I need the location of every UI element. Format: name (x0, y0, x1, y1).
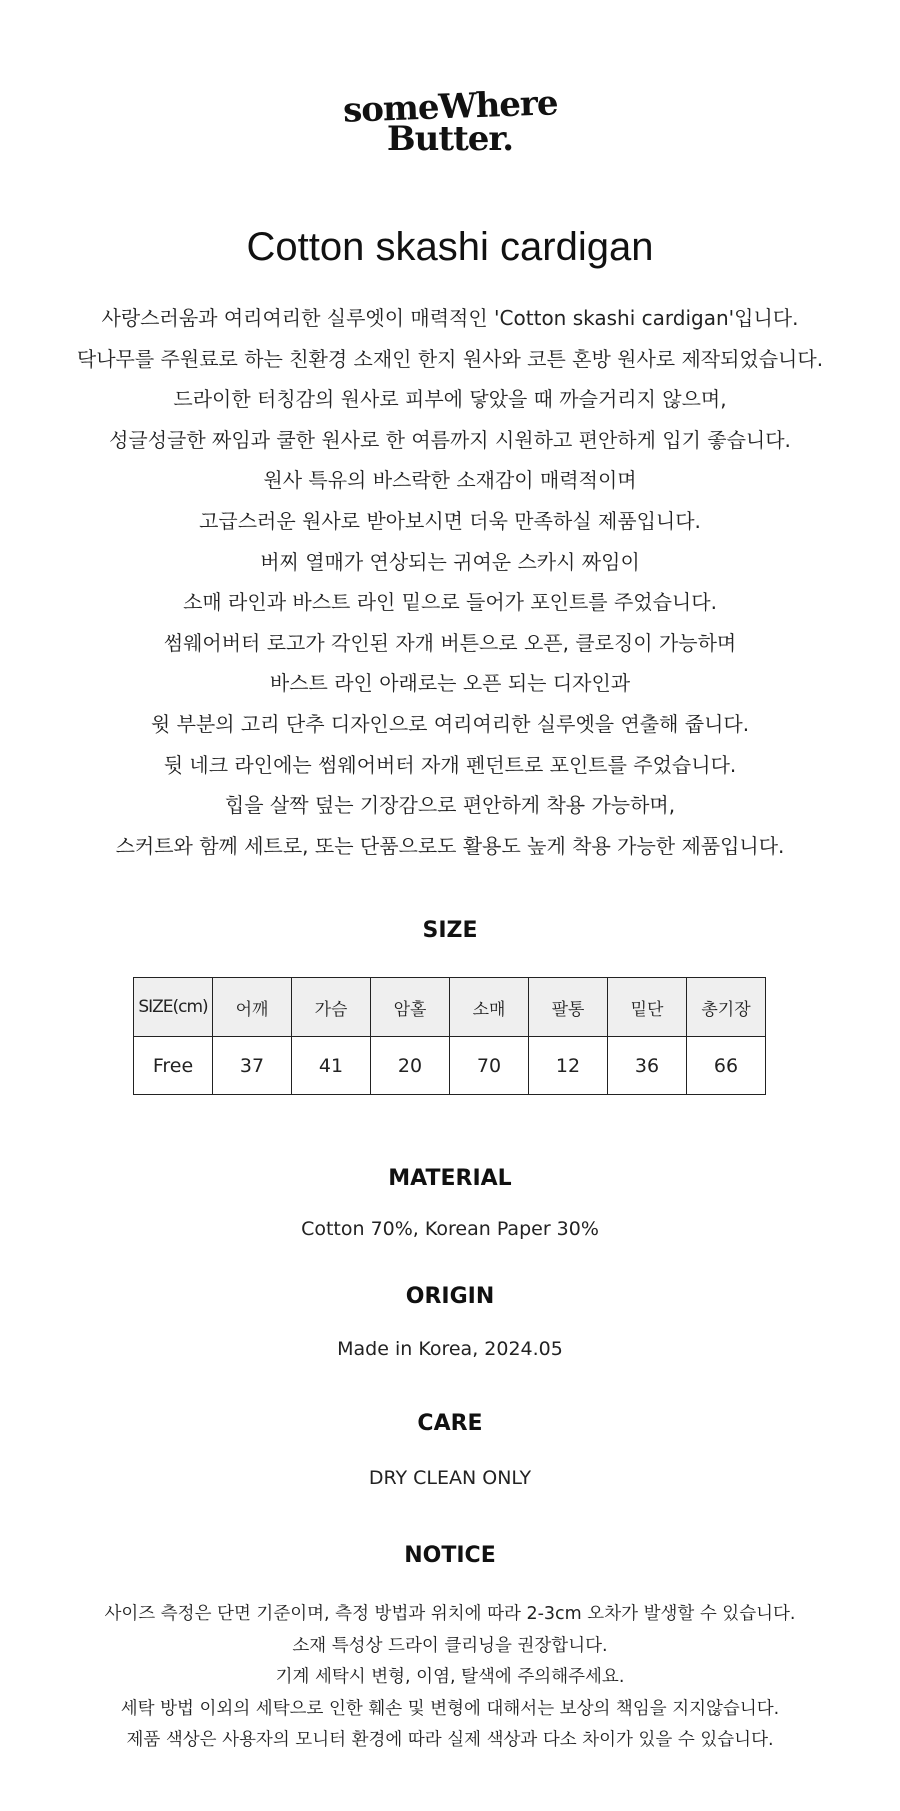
size-header-cell: 밑단 (608, 978, 687, 1037)
size-header-cell: 어깨 (213, 978, 292, 1037)
description-line: 스커트와 함께 세트로, 또는 단품으로도 활용도 높게 착용 가능한 제품입니다. (115, 833, 785, 858)
care-text: DRY CLEAN ONLY (368, 1467, 532, 1489)
size-table (133, 977, 766, 1095)
brand-logo-line1: someWhere (342, 83, 558, 131)
description-line: 윗 부분의 고리 단추 디자인으로 여리여리한 실루엣을 연출해 줍니다. (150, 711, 750, 736)
size-value-cell: 37 (213, 1037, 292, 1095)
notice-line: 사이즈 측정은 단면 기준이며, 측정 방법과 위치에 따라 2-3cm 오차가 발생할 수 있습니다. (104, 1604, 796, 1624)
size-header-cell: SIZE(cm) (134, 978, 213, 1037)
care-heading: CARE (417, 1411, 483, 1436)
notice-line: 세탁 방법 이외의 세탁으로 인한 훼손 및 변형에 대해서는 보상의 책임을 지지않습니다. (120, 1698, 780, 1719)
material-heading: MATERIAL (388, 1166, 512, 1191)
notice-heading: NOTICE (404, 1543, 496, 1568)
size-value-cell: 70 (450, 1037, 529, 1095)
description-line: 썸웨어버터 로고가 각인된 자개 버튼으로 오픈, 클로징이 가능하며 (163, 630, 737, 655)
description-line: 버찌 열매가 연상되는 귀여운 스카시 짜임이 (260, 549, 640, 574)
brand-logo-line2: Butter. (386, 119, 514, 159)
description-line: 고급스러운 원사로 받아보시면 더욱 만족하실 제품입니다. (199, 508, 701, 533)
size-table-header-row (134, 978, 766, 1037)
table-row (134, 1037, 766, 1095)
product-description (0, 298, 900, 866)
description-line: 원사 특유의 바스락한 소재감이 매력적이며 (263, 468, 637, 493)
description-line: 바스트 라인 아래로는 오픈 되는 디자인과 (269, 671, 631, 696)
notice-line: 기계 세탁시 변형, 이염, 탈색에 주의해주세요. (275, 1667, 625, 1687)
description-line: 닥나무를 주원료로 하는 친환경 소재인 한지 원사와 코튼 혼방 원사로 제작되었습니다. (76, 346, 824, 371)
origin-heading: ORIGIN (405, 1284, 495, 1309)
product-title: Cotton skashi cardigan (246, 225, 654, 269)
notice-line: 제품 색상은 사용자의 모니터 환경에 따라 실제 색상과 다소 차이가 있을 수 있습니다. (126, 1730, 774, 1750)
description-line: 사랑스러움과 여리여리한 실루엣이 매력적인 'Cotton skashi cardigan'입니다. (101, 306, 799, 330)
notice-list (0, 1599, 900, 1757)
size-header-cell: 가슴 (292, 978, 371, 1037)
size-value-cell: 41 (292, 1037, 371, 1095)
size-value-cell: Free (134, 1037, 213, 1095)
size-value-cell: 66 (687, 1037, 766, 1095)
size-header-cell: 팔통 (529, 978, 608, 1037)
brand-logo (0, 83, 900, 159)
size-value-cell: 12 (529, 1037, 608, 1095)
size-value-cell: 36 (608, 1037, 687, 1095)
description-line: 힙을 살짝 덮는 기장감으로 편안하게 착용 가능하며, (224, 793, 676, 818)
notice-line: 소재 특성상 드라이 클리닝을 권장합니다. (292, 1635, 608, 1656)
material-text: Cotton 70%, Korean Paper 30% (301, 1218, 599, 1240)
size-heading: SIZE (422, 918, 478, 943)
origin-text: Made in Korea, 2024.05 (337, 1338, 563, 1360)
size-header-cell: 소매 (450, 978, 529, 1037)
description-line: 소매 라인과 바스트 라인 밑으로 들어가 포인트를 주었습니다. (183, 590, 717, 615)
size-value-cell: 20 (371, 1037, 450, 1095)
size-header-cell: 암홀 (371, 978, 450, 1037)
description-line: 드라이한 터칭감의 원사로 피부에 닿았을 때 까슬거리지 않으며, (173, 387, 727, 412)
size-header-cell: 총기장 (687, 978, 766, 1037)
description-line: 뒷 네크 라인에는 썸웨어버터 자개 펜던트로 포인트를 주었습니다. (163, 752, 737, 777)
description-line: 성글성글한 짜임과 쿨한 원사로 한 여름까지 시원하고 편안하게 입기 좋습니다. (109, 427, 791, 452)
